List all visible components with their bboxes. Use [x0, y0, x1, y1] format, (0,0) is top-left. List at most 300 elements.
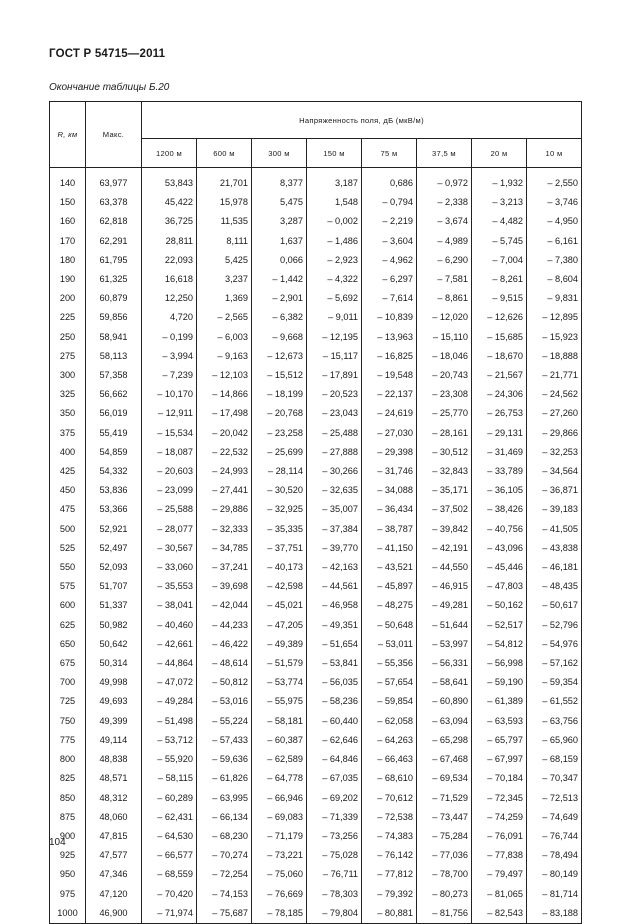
field-strength-cell: – 1,442	[252, 270, 307, 289]
field-strength-cell: – 58,641	[417, 673, 472, 692]
field-strength-cell: – 74,259	[472, 808, 527, 827]
field-strength-cell: – 24,306	[472, 385, 527, 404]
field-strength-cell: – 35,335	[252, 520, 307, 539]
field-strength-cell: – 27,441	[197, 481, 252, 500]
field-strength-cell: – 6,161	[527, 232, 582, 251]
field-strength-cell: – 25,699	[252, 443, 307, 462]
field-strength-cell: – 28,161	[417, 424, 472, 443]
field-strength-cell: – 50,617	[527, 596, 582, 615]
table-row	[50, 769, 582, 788]
field-strength-cell: – 36,434	[362, 500, 417, 519]
field-strength-cell: – 3,604	[362, 232, 417, 251]
field-strength-cell: – 42,191	[417, 539, 472, 558]
field-strength-cell: – 67,468	[417, 750, 472, 769]
max-value-cell: 47,577	[86, 846, 142, 865]
col-header-height: 600 м	[197, 139, 252, 168]
field-strength-cell: – 37,751	[252, 539, 307, 558]
col-header-max: Макс.	[86, 102, 142, 168]
table-row	[50, 366, 582, 385]
field-strength-cell: – 15,110	[417, 328, 472, 347]
field-strength-cell: – 80,273	[417, 885, 472, 904]
field-strength-cell: – 32,635	[307, 481, 362, 500]
field-strength-cell: – 43,521	[362, 558, 417, 577]
field-strength-cell: – 43,838	[527, 539, 582, 558]
field-strength-cell: – 4,322	[307, 270, 362, 289]
max-value-cell: 49,399	[86, 712, 142, 731]
field-strength-cell: – 62,646	[307, 731, 362, 750]
field-strength-cell: – 51,654	[307, 635, 362, 654]
field-strength-cell: – 23,308	[417, 385, 472, 404]
field-strength-cell: – 13,963	[362, 328, 417, 347]
field-strength-cell: – 46,915	[417, 577, 472, 596]
field-strength-cell: – 39,698	[197, 577, 252, 596]
field-strength-cell: – 50,648	[362, 616, 417, 635]
field-strength-cell: – 25,488	[307, 424, 362, 443]
field-strength-cell: – 76,142	[362, 846, 417, 865]
field-strength-cell: – 69,083	[252, 808, 307, 827]
field-strength-cell: – 38,787	[362, 520, 417, 539]
field-strength-cell: – 5,745	[472, 232, 527, 251]
field-strength-cell: – 18,046	[417, 347, 472, 366]
field-strength-cell: – 74,383	[362, 827, 417, 846]
field-strength-cell: – 12,911	[142, 404, 197, 423]
distance-cell: 200	[50, 289, 86, 308]
field-strength-cell: – 28,077	[142, 520, 197, 539]
field-strength-cell: – 29,398	[362, 443, 417, 462]
field-strength-cell: 12,250	[142, 289, 197, 308]
table-row	[50, 270, 582, 289]
field-strength-cell: – 81,714	[527, 885, 582, 904]
field-strength-cell: – 59,190	[472, 673, 527, 692]
max-value-cell: 62,818	[86, 212, 142, 231]
field-strength-cell: – 15,534	[142, 424, 197, 443]
field-strength-cell: – 12,020	[417, 308, 472, 327]
max-value-cell: 49,693	[86, 692, 142, 711]
table-row	[50, 558, 582, 577]
field-strength-cell: – 2,901	[252, 289, 307, 308]
field-strength-cell: – 57,654	[362, 673, 417, 692]
field-strength-cell: – 51,498	[142, 712, 197, 731]
field-strength-cell: – 41,505	[527, 520, 582, 539]
field-strength-cell: 15,978	[197, 193, 252, 212]
field-strength-cell: – 47,803	[472, 577, 527, 596]
field-strength-cell: – 45,446	[472, 558, 527, 577]
field-strength-cell: – 75,028	[307, 846, 362, 865]
field-strength-cell: – 34,564	[527, 462, 582, 481]
table-row	[50, 424, 582, 443]
field-strength-cell: – 34,088	[362, 481, 417, 500]
field-strength-cell: – 40,756	[472, 520, 527, 539]
max-value-cell: 58,941	[86, 328, 142, 347]
field-strength-cell: – 83,188	[527, 904, 582, 924]
field-strength-cell: – 48,435	[527, 577, 582, 596]
field-strength-cell: – 39,842	[417, 520, 472, 539]
field-strength-cell: – 3,674	[417, 212, 472, 231]
col-header-height: 10 м	[527, 139, 582, 168]
field-strength-cell: – 69,202	[307, 789, 362, 808]
distance-cell: 975	[50, 885, 86, 904]
table-row	[50, 443, 582, 462]
distance-cell: 700	[50, 673, 86, 692]
field-strength-cell: – 9,515	[472, 289, 527, 308]
field-strength-cell: – 46,422	[197, 635, 252, 654]
field-strength-cell: – 9,831	[527, 289, 582, 308]
field-strength-cell: – 44,561	[307, 577, 362, 596]
field-strength-cell: – 70,420	[142, 885, 197, 904]
field-strength-cell: – 32,253	[527, 443, 582, 462]
field-strength-cell: – 45,021	[252, 596, 307, 615]
table-row	[50, 539, 582, 558]
field-strength-cell: – 56,035	[307, 673, 362, 692]
field-strength-cell: – 32,843	[417, 462, 472, 481]
field-strength-cell: – 1,932	[472, 174, 527, 193]
field-strength-cell: – 17,498	[197, 404, 252, 423]
field-strength-cell: – 40,460	[142, 616, 197, 635]
field-strength-cell: – 35,553	[142, 577, 197, 596]
distance-cell: 575	[50, 577, 86, 596]
field-strength-cell: 8,111	[197, 232, 252, 251]
field-strength-cell: – 65,960	[527, 731, 582, 750]
table-row	[50, 789, 582, 808]
field-strength-cell: – 12,673	[252, 347, 307, 366]
field-strength-cell: – 57,433	[197, 731, 252, 750]
field-strength-cell: – 79,804	[307, 904, 362, 924]
field-strength-cell: 45,422	[142, 193, 197, 212]
distance-cell: 775	[50, 731, 86, 750]
field-strength-cell: – 12,195	[307, 328, 362, 347]
field-strength-cell: – 72,345	[472, 789, 527, 808]
field-strength-cell: – 37,384	[307, 520, 362, 539]
field-strength-cell: – 2,219	[362, 212, 417, 231]
distance-cell: 160	[50, 212, 86, 231]
field-strength-cell: – 15,117	[307, 347, 362, 366]
field-strength-cell: – 66,134	[197, 808, 252, 827]
field-strength-cell: – 53,774	[252, 673, 307, 692]
field-strength-cell: 21,701	[197, 174, 252, 193]
field-strength-cell: – 57,162	[527, 654, 582, 673]
field-strength-cell: – 14,866	[197, 385, 252, 404]
field-strength-cell: – 53,841	[307, 654, 362, 673]
field-strength-cell: – 25,588	[142, 500, 197, 519]
max-value-cell: 48,312	[86, 789, 142, 808]
field-strength-cell: – 62,058	[362, 712, 417, 731]
field-strength-cell: – 80,881	[362, 904, 417, 924]
distance-cell: 875	[50, 808, 86, 827]
field-strength-cell: – 66,946	[252, 789, 307, 808]
field-strength-cell: – 36,871	[527, 481, 582, 500]
field-strength-cell: – 59,636	[197, 750, 252, 769]
field-strength-cell: – 2,565	[197, 308, 252, 327]
max-value-cell: 63,977	[86, 174, 142, 193]
field-strength-cell: – 21,771	[527, 366, 582, 385]
field-strength-cell: – 0,199	[142, 328, 197, 347]
field-strength-cell: – 50,812	[197, 673, 252, 692]
field-strength-cell: – 22,137	[362, 385, 417, 404]
field-strength-cell: – 37,502	[417, 500, 472, 519]
col-header-height: 300 м	[252, 139, 307, 168]
table-row	[50, 404, 582, 423]
field-strength-cell: – 76,669	[252, 885, 307, 904]
field-strength-cell: – 2,338	[417, 193, 472, 212]
field-strength-cell: – 47,205	[252, 616, 307, 635]
table-row	[50, 827, 582, 846]
field-strength-cell: – 61,389	[472, 692, 527, 711]
max-value-cell: 46,900	[86, 904, 142, 924]
max-value-cell: 62,291	[86, 232, 142, 251]
field-strength-cell: 0,686	[362, 174, 417, 193]
col-header-distance	[50, 102, 86, 168]
field-strength-cell: – 53,016	[197, 692, 252, 711]
field-strength-cell: – 54,976	[527, 635, 582, 654]
field-strength-cell: – 58,115	[142, 769, 197, 788]
field-strength-cell: – 63,094	[417, 712, 472, 731]
field-strength-cell: – 78,185	[252, 904, 307, 924]
field-strength-cell: – 30,266	[307, 462, 362, 481]
field-strength-cell: – 49,389	[252, 635, 307, 654]
table-row	[50, 750, 582, 769]
field-strength-cell: – 42,044	[197, 596, 252, 615]
field-strength-cell: – 6,382	[252, 308, 307, 327]
document-standard-header: ГОСТ Р 54715—2011	[49, 48, 166, 60]
field-strength-cell: – 67,035	[307, 769, 362, 788]
field-strength-cell: – 4,962	[362, 251, 417, 270]
field-strength-cell: – 20,743	[417, 366, 472, 385]
field-strength-cell: – 61,826	[197, 769, 252, 788]
field-strength-cell: – 9,668	[252, 328, 307, 347]
field-strength-cell: – 52,517	[472, 616, 527, 635]
max-value-cell: 51,337	[86, 596, 142, 615]
col-header-height: 20 м	[472, 139, 527, 168]
field-strength-cell: – 73,256	[307, 827, 362, 846]
table-row	[50, 212, 582, 231]
field-strength-cell: 16,618	[142, 270, 197, 289]
col-header-height: 37,5 м	[417, 139, 472, 168]
max-value-cell: 52,093	[86, 558, 142, 577]
distance-cell: 850	[50, 789, 86, 808]
field-strength-cell: – 76,711	[307, 865, 362, 884]
field-strength-cell: – 65,298	[417, 731, 472, 750]
field-strength-cell: – 18,087	[142, 443, 197, 462]
field-strength-cell: – 24,993	[197, 462, 252, 481]
field-strength-cell: – 78,494	[527, 846, 582, 865]
field-strength-cell: – 49,284	[142, 692, 197, 711]
field-strength-cell: – 4,989	[417, 232, 472, 251]
field-strength-cell: – 63,756	[527, 712, 582, 731]
distance-cell: 925	[50, 846, 86, 865]
max-value-cell: 51,707	[86, 577, 142, 596]
max-value-cell: 47,120	[86, 885, 142, 904]
field-strength-cell: – 52,796	[527, 616, 582, 635]
field-strength-cell: – 75,060	[252, 865, 307, 884]
distance-cell: 675	[50, 654, 86, 673]
field-strength-cell: – 9,163	[197, 347, 252, 366]
max-value-cell: 49,114	[86, 731, 142, 750]
max-value-cell: 48,571	[86, 769, 142, 788]
distance-cell: 550	[50, 558, 86, 577]
field-strength-cell: – 39,770	[307, 539, 362, 558]
distance-cell: 600	[50, 596, 86, 615]
field-strength-cell: – 9,011	[307, 308, 362, 327]
field-strength-cell: – 51,644	[417, 616, 472, 635]
distance-cell: 400	[50, 443, 86, 462]
table-row	[50, 635, 582, 654]
field-strength-cell: – 76,744	[527, 827, 582, 846]
field-strength-cell: – 17,891	[307, 366, 362, 385]
distance-cell: 500	[50, 520, 86, 539]
max-value-cell: 57,358	[86, 366, 142, 385]
field-strength-cell: – 65,797	[472, 731, 527, 750]
table-row	[50, 673, 582, 692]
field-strength-cell: – 27,030	[362, 424, 417, 443]
field-strength-cell: – 63,995	[197, 789, 252, 808]
field-strength-cell: – 6,297	[362, 270, 417, 289]
table-row	[50, 865, 582, 884]
distance-cell: 525	[50, 539, 86, 558]
field-strength-cell: – 18,199	[252, 385, 307, 404]
field-strength-cell: 0,066	[252, 251, 307, 270]
field-strength-cell: – 33,789	[472, 462, 527, 481]
field-strength-cell: – 40,173	[252, 558, 307, 577]
field-strength-cell: 1,369	[197, 289, 252, 308]
table-caption: Окончание таблицы Б.20	[49, 82, 170, 93]
field-strength-cell: – 20,603	[142, 462, 197, 481]
field-strength-cell: – 23,099	[142, 481, 197, 500]
field-strength-cell: – 74,649	[527, 808, 582, 827]
field-strength-cell: – 62,589	[252, 750, 307, 769]
max-value-cell: 61,795	[86, 251, 142, 270]
max-value-cell: 55,419	[86, 424, 142, 443]
field-strength-cell: – 67,997	[472, 750, 527, 769]
field-strength-cell: – 39,183	[527, 500, 582, 519]
table-row	[50, 596, 582, 615]
table-row	[50, 577, 582, 596]
field-strength-cell: – 15,923	[527, 328, 582, 347]
field-strength-cell: – 29,131	[472, 424, 527, 443]
table-row	[50, 654, 582, 673]
field-strength-cell: – 2,550	[527, 174, 582, 193]
distance-cell: 900	[50, 827, 86, 846]
field-strength-cell: – 48,614	[197, 654, 252, 673]
max-value-cell: 56,019	[86, 404, 142, 423]
field-strength-cell: – 70,612	[362, 789, 417, 808]
field-strength-cell: – 64,778	[252, 769, 307, 788]
field-strength-cell: – 56,331	[417, 654, 472, 673]
field-strength-cell: 11,535	[197, 212, 252, 231]
max-value-cell: 58,113	[86, 347, 142, 366]
col-header-height: 150 м	[307, 139, 362, 168]
field-strength-cell: 8,377	[252, 174, 307, 193]
max-value-cell: 49,998	[86, 673, 142, 692]
field-strength-cell: – 18,670	[472, 347, 527, 366]
max-value-cell: 59,856	[86, 308, 142, 327]
field-strength-table	[49, 101, 582, 924]
field-strength-cell: – 24,619	[362, 404, 417, 423]
field-strength-cell: 3,187	[307, 174, 362, 193]
field-strength-cell: 1,637	[252, 232, 307, 251]
table-row	[50, 692, 582, 711]
field-strength-cell: – 53,997	[417, 635, 472, 654]
field-strength-cell: – 36,105	[472, 481, 527, 500]
field-strength-cell: – 77,036	[417, 846, 472, 865]
field-strength-cell: – 20,523	[307, 385, 362, 404]
field-strength-cell: – 81,065	[472, 885, 527, 904]
max-value-cell: 47,815	[86, 827, 142, 846]
field-strength-cell: – 31,746	[362, 462, 417, 481]
field-strength-cell: – 15,512	[252, 366, 307, 385]
field-strength-cell: – 30,512	[417, 443, 472, 462]
field-strength-cell: – 60,387	[252, 731, 307, 750]
field-strength-cell: – 82,543	[472, 904, 527, 924]
field-strength-cell: 5,475	[252, 193, 307, 212]
distance-cell: 475	[50, 500, 86, 519]
field-strength-cell: – 60,289	[142, 789, 197, 808]
field-strength-cell: – 7,239	[142, 366, 197, 385]
field-strength-cell: – 72,538	[362, 808, 417, 827]
field-strength-cell: – 34,785	[197, 539, 252, 558]
field-strength-cell: – 20,042	[197, 424, 252, 443]
field-strength-cell: – 10,839	[362, 308, 417, 327]
field-strength-cell: 22,093	[142, 251, 197, 270]
field-strength-cell: – 44,233	[197, 616, 252, 635]
max-value-cell: 48,838	[86, 750, 142, 769]
field-strength-cell: – 77,812	[362, 865, 417, 884]
field-strength-cell: – 46,181	[527, 558, 582, 577]
max-value-cell: 56,662	[86, 385, 142, 404]
field-strength-cell: – 37,241	[197, 558, 252, 577]
table-row	[50, 481, 582, 500]
field-strength-cell: – 5,692	[307, 289, 362, 308]
distance-cell: 170	[50, 232, 86, 251]
distance-cell: 750	[50, 712, 86, 731]
table-row	[50, 731, 582, 750]
field-strength-cell: – 59,854	[362, 692, 417, 711]
distance-cell: 725	[50, 692, 86, 711]
field-strength-cell: – 69,534	[417, 769, 472, 788]
field-strength-cell: – 70,184	[472, 769, 527, 788]
field-strength-cell: – 21,567	[472, 366, 527, 385]
table-row	[50, 712, 582, 731]
table-row	[50, 193, 582, 212]
field-strength-cell: – 56,998	[472, 654, 527, 673]
max-value-cell: 54,859	[86, 443, 142, 462]
field-strength-cell: – 29,886	[197, 500, 252, 519]
field-strength-cell: – 8,861	[417, 289, 472, 308]
max-value-cell: 53,836	[86, 481, 142, 500]
field-strength-cell: – 75,284	[417, 827, 472, 846]
field-strength-cell: – 38,426	[472, 500, 527, 519]
field-strength-cell: – 60,440	[307, 712, 362, 731]
field-strength-cell: – 68,230	[197, 827, 252, 846]
field-strength-cell: – 58,236	[307, 692, 362, 711]
field-strength-cell: – 42,598	[252, 577, 307, 596]
field-strength-cell: – 48,275	[362, 596, 417, 615]
field-strength-cell: – 42,163	[307, 558, 362, 577]
field-strength-cell: – 8,261	[472, 270, 527, 289]
max-value-cell: 52,921	[86, 520, 142, 539]
distance-cell: 350	[50, 404, 86, 423]
field-strength-cell: – 55,224	[197, 712, 252, 731]
field-strength-cell: – 73,221	[252, 846, 307, 865]
field-strength-cell: – 73,447	[417, 808, 472, 827]
field-strength-cell: – 0,972	[417, 174, 472, 193]
max-value-cell: 61,325	[86, 270, 142, 289]
field-strength-cell: 36,725	[142, 212, 197, 231]
field-strength-cell: – 45,897	[362, 577, 417, 596]
table-row	[50, 308, 582, 327]
max-value-cell: 54,332	[86, 462, 142, 481]
field-strength-cell: – 55,920	[142, 750, 197, 769]
distance-cell: 275	[50, 347, 86, 366]
